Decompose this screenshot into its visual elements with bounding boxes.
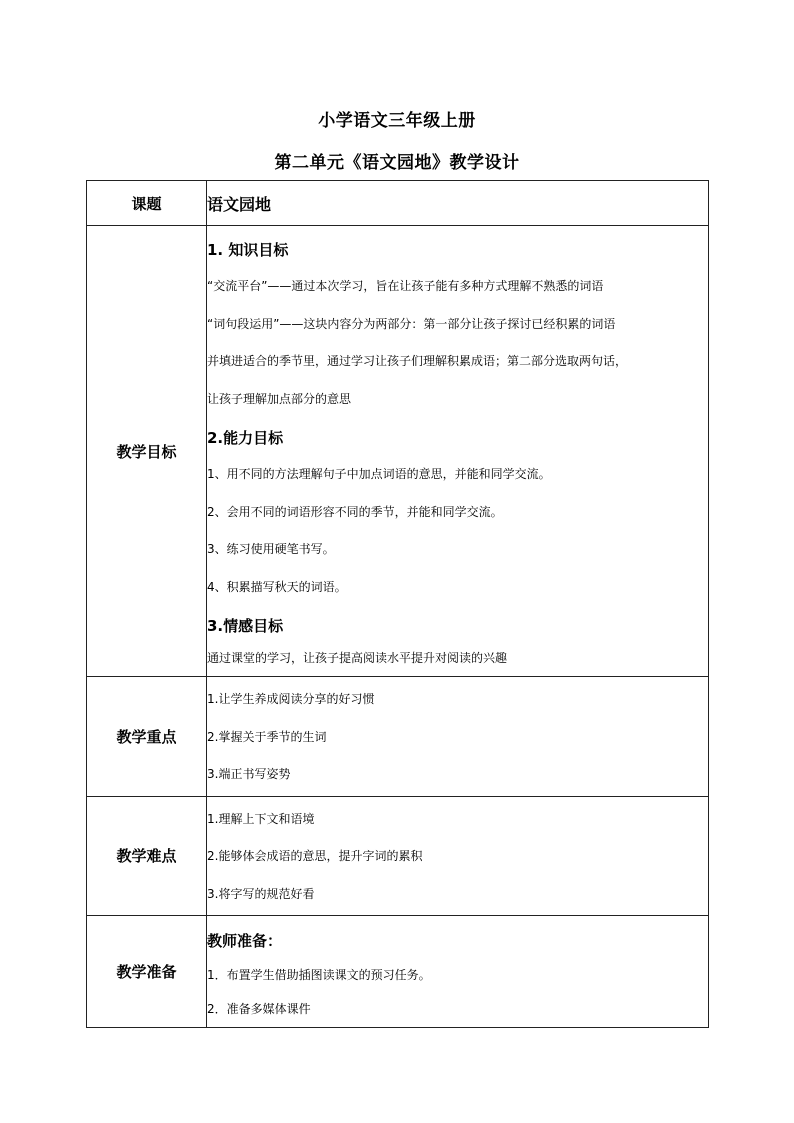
difficulty-item: 1.理解上下文和语境 [207,811,315,826]
preparation-row [87,916,709,1028]
knowledge-line: “交流平台”——通过本次学习，旨在让孩子能有多种方式理解不熟悉的词语 [207,279,604,293]
document-title: 小学语文三年级上册 [318,111,476,131]
key-points-label: 教学重点 [87,677,207,797]
prep-item: 2．准备多媒体课件 [207,1002,311,1017]
key-points-row [87,677,709,797]
key-points-cell [207,677,709,797]
ability-line: 1、用不同的方法理解句子中加点词语的意思，并能和同学交流。 [207,467,551,481]
lesson-plan-table [86,180,709,1028]
difficulties-cell [207,796,709,916]
prep-item: 1．布置学生借助插图读课文的预习任务。 [207,967,431,982]
knowledge-line: 让孩子理解加点部分的意思 [207,391,352,406]
ability-line: 3、练习使用硬笔书写。 [207,542,335,556]
ability-line: 4、积累描写秋天的词语。 [207,579,347,594]
preparation-cell [207,916,709,1028]
difficulty-item: 2.能够体会成语的意思，提升字词的累积 [207,849,423,863]
difficulty-item: 3.将字写的规范好看 [207,886,315,901]
topic-value: 语文园地 [207,194,272,214]
emotion-heading: 3.情感目标 [207,617,284,635]
key-point-item: 1.让学生养成阅读分享的好习惯 [207,692,375,706]
topic-row [87,181,709,226]
objectives-label: 教学目标 [87,226,207,677]
difficulties-label: 教学难点 [87,796,207,916]
knowledge-line: 并填进适合的季节里，通过学习让孩子们理解积累成语；第二部分选取两句话， [207,354,628,368]
ability-line: 2、会用不同的词语形容不同的季节，并能和同学交流。 [207,504,503,519]
topic-label: 课题 [87,181,207,226]
teacher-prep-heading: 教师准备： [207,931,283,950]
key-point-item: 3.端正书写姿势 [207,767,291,781]
objectives-cell [207,226,709,677]
document-subtitle: 第二单元《语文园地》教学设计 [274,153,520,173]
objectives-row [87,226,709,677]
topic-cell [207,181,709,226]
difficulties-row [87,796,709,916]
ability-heading: 2.能力目标 [207,429,284,447]
knowledge-heading: 1. 知识目标 [207,241,289,259]
knowledge-line: “词句段运用”——这块内容分为两部分：第一部分让孩子探讨已经积累的词语 [207,316,616,331]
preparation-label: 教学准备 [87,916,207,1028]
emotion-line: 通过课堂的学习，让孩子提高阅读水平提升对阅读的兴趣 [207,651,508,665]
key-point-item: 2.掌握关于季节的生词 [207,729,327,744]
